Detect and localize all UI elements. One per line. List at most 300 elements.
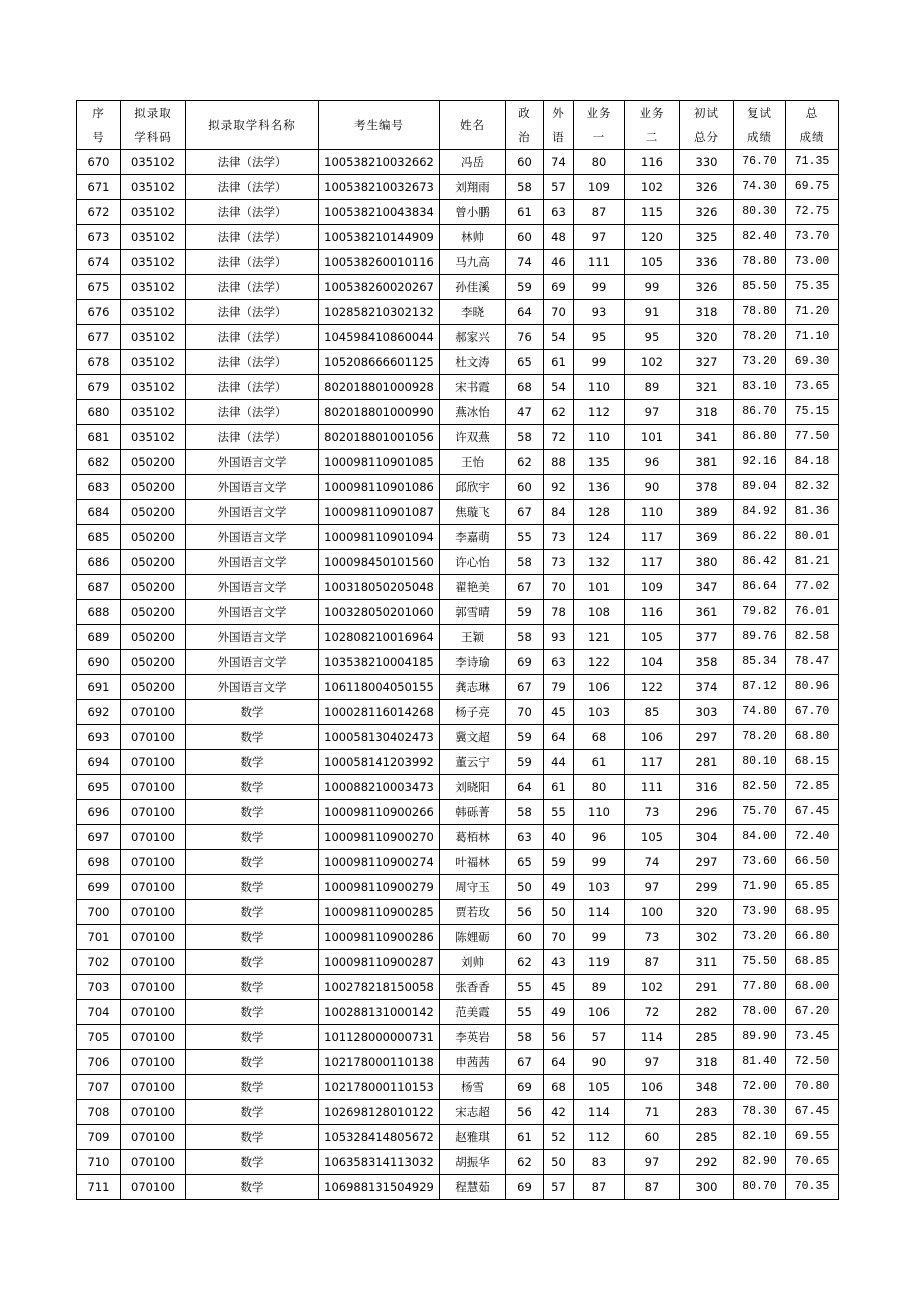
- total-score-cell: 65.85: [786, 875, 839, 900]
- subject-code-cell: 070100: [121, 800, 186, 825]
- col-header-retest-score: [734, 101, 786, 150]
- politics-cell: 47: [506, 400, 544, 425]
- foreign-language-cell: 88: [544, 450, 574, 475]
- subject-name-cell: 外国语言文学: [186, 600, 319, 625]
- table-row: [77, 850, 839, 875]
- name-cell: 胡振华: [440, 1150, 506, 1175]
- subject-name-cell: 法律（法学）: [186, 400, 319, 425]
- exam-id-cell: 102698128010122: [319, 1100, 440, 1125]
- subject-code-cell: 035102: [121, 200, 186, 225]
- total-score-cell: 76.01: [786, 600, 839, 625]
- table-row: [77, 775, 839, 800]
- retest-score-cell: 75.70: [734, 800, 786, 825]
- initial-total-cell: 327: [680, 350, 734, 375]
- initial-total-cell: 318: [680, 300, 734, 325]
- exam-id-cell: 802018801000990: [319, 400, 440, 425]
- retest-score-cell: 83.10: [734, 375, 786, 400]
- total-score-cell: 69.30: [786, 350, 839, 375]
- subject-name-cell: 外国语言文学: [186, 500, 319, 525]
- retest-score-cell: 82.50: [734, 775, 786, 800]
- initial-total-cell: 296: [680, 800, 734, 825]
- subject-name-cell: 数学: [186, 775, 319, 800]
- course-2-cell: 100: [625, 900, 680, 925]
- course-2-cell: 120: [625, 225, 680, 250]
- exam-id-cell: 100098450101560: [319, 550, 440, 575]
- exam-id-cell: 100028116014268: [319, 700, 440, 725]
- politics-cell: 61: [506, 1125, 544, 1150]
- exam-id-cell: 100538210043834: [319, 200, 440, 225]
- total-score-cell: 84.18: [786, 450, 839, 475]
- course-2-cell: 109: [625, 575, 680, 600]
- table-row: [77, 675, 839, 700]
- retest-score-cell: 86.42: [734, 550, 786, 575]
- foreign-language-cell: 50: [544, 1150, 574, 1175]
- politics-cell: 68: [506, 375, 544, 400]
- course-1-cell: 99: [574, 925, 625, 950]
- col-header-seq: [77, 101, 121, 150]
- seq-cell: 681: [77, 425, 121, 450]
- retest-score-cell: 80.30: [734, 200, 786, 225]
- course-2-cell: 105: [625, 250, 680, 275]
- course-2-cell: 102: [625, 975, 680, 1000]
- total-score-cell: 80.01: [786, 525, 839, 550]
- subject-code-cell: 050200: [121, 650, 186, 675]
- course-1-cell: 101: [574, 575, 625, 600]
- politics-cell: 74: [506, 250, 544, 275]
- course-1-cell: 80: [574, 775, 625, 800]
- table-row: [77, 1025, 839, 1050]
- foreign-language-cell: 68: [544, 1075, 574, 1100]
- subject-name-cell: 法律（法学）: [186, 225, 319, 250]
- subject-name-cell: 数学: [186, 725, 319, 750]
- seq-cell: 687: [77, 575, 121, 600]
- initial-total-cell: 282: [680, 1000, 734, 1025]
- table-row: [77, 525, 839, 550]
- exam-id-cell: 100288131000142: [319, 1000, 440, 1025]
- name-cell: 周守玉: [440, 875, 506, 900]
- initial-total-cell: 303: [680, 700, 734, 725]
- foreign-language-cell: 84: [544, 500, 574, 525]
- subject-code-cell: 050200: [121, 475, 186, 500]
- name-cell: 翟艳美: [440, 575, 506, 600]
- retest-score-cell: 86.80: [734, 425, 786, 450]
- initial-total-cell: 311: [680, 950, 734, 975]
- retest-score-cell: 78.00: [734, 1000, 786, 1025]
- politics-cell: 65: [506, 350, 544, 375]
- foreign-language-cell: 45: [544, 700, 574, 725]
- seq-cell: 678: [77, 350, 121, 375]
- politics-cell: 56: [506, 1100, 544, 1125]
- politics-cell: 64: [506, 775, 544, 800]
- course-1-cell: 103: [574, 875, 625, 900]
- course-1-cell: 106: [574, 675, 625, 700]
- name-cell: 李英岩: [440, 1025, 506, 1050]
- retest-score-cell: 86.70: [734, 400, 786, 425]
- subject-code-cell: 070100: [121, 1075, 186, 1100]
- politics-cell: 55: [506, 525, 544, 550]
- subject-name-cell: 外国语言文学: [186, 525, 319, 550]
- col-header-subject-name: [186, 101, 319, 150]
- retest-score-cell: 85.34: [734, 650, 786, 675]
- name-cell: 郝家兴: [440, 325, 506, 350]
- name-cell: 韩砾菁: [440, 800, 506, 825]
- name-cell: 焦璇飞: [440, 500, 506, 525]
- course-2-cell: 99: [625, 275, 680, 300]
- exam-id-cell: 100058141203992: [319, 750, 440, 775]
- subject-name-cell: 数学: [186, 800, 319, 825]
- total-score-cell: 82.58: [786, 625, 839, 650]
- seq-cell: 673: [77, 225, 121, 250]
- table-row: [77, 925, 839, 950]
- politics-cell: 58: [506, 550, 544, 575]
- seq-cell: 700: [77, 900, 121, 925]
- table-row: [77, 625, 839, 650]
- politics-cell: 55: [506, 975, 544, 1000]
- total-score-cell: 68.80: [786, 725, 839, 750]
- exam-id-cell: 100058130402473: [319, 725, 440, 750]
- subject-name-cell: 外国语言文学: [186, 575, 319, 600]
- politics-cell: 69: [506, 1175, 544, 1200]
- course-1-cell: 136: [574, 475, 625, 500]
- politics-cell: 67: [506, 575, 544, 600]
- header-text: 拟录取: [134, 106, 172, 120]
- col-header-politics: [506, 101, 544, 150]
- retest-score-cell: 87.12: [734, 675, 786, 700]
- total-score-cell: 72.75: [786, 200, 839, 225]
- subject-name-cell: 数学: [186, 1175, 319, 1200]
- retest-score-cell: 82.40: [734, 225, 786, 250]
- total-score-cell: 78.47: [786, 650, 839, 675]
- politics-cell: 62: [506, 950, 544, 975]
- course-1-cell: 99: [574, 850, 625, 875]
- subject-name-cell: 数学: [186, 1125, 319, 1150]
- name-cell: 宋志超: [440, 1100, 506, 1125]
- table-row: [77, 950, 839, 975]
- exam-id-cell: 100098110901086: [319, 475, 440, 500]
- col-header-total-score: [786, 101, 839, 150]
- initial-total-cell: 341: [680, 425, 734, 450]
- initial-total-cell: 325: [680, 225, 734, 250]
- name-cell: 许心怡: [440, 550, 506, 575]
- seq-cell: 710: [77, 1150, 121, 1175]
- name-cell: 张香香: [440, 975, 506, 1000]
- course-1-cell: 128: [574, 500, 625, 525]
- subject-name-cell: 法律（法学）: [186, 300, 319, 325]
- course-1-cell: 68: [574, 725, 625, 750]
- subject-code-cell: 035102: [121, 425, 186, 450]
- course-2-cell: 106: [625, 1075, 680, 1100]
- course-2-cell: 116: [625, 150, 680, 175]
- course-2-cell: 73: [625, 925, 680, 950]
- subject-code-cell: 035102: [121, 325, 186, 350]
- table-row: [77, 325, 839, 350]
- initial-total-cell: 300: [680, 1175, 734, 1200]
- course-1-cell: 110: [574, 375, 625, 400]
- initial-total-cell: 320: [680, 900, 734, 925]
- total-score-cell: 69.75: [786, 175, 839, 200]
- course-1-cell: 132: [574, 550, 625, 575]
- politics-cell: 59: [506, 750, 544, 775]
- name-cell: 王怡: [440, 450, 506, 475]
- seq-cell: 690: [77, 650, 121, 675]
- subject-code-cell: 070100: [121, 750, 186, 775]
- exam-id-cell: 102808210016964: [319, 625, 440, 650]
- course-2-cell: 104: [625, 650, 680, 675]
- course-1-cell: 87: [574, 200, 625, 225]
- header-row: [77, 101, 839, 150]
- initial-total-cell: 361: [680, 600, 734, 625]
- table-row: [77, 400, 839, 425]
- table-row: [77, 200, 839, 225]
- retest-score-cell: 79.82: [734, 600, 786, 625]
- initial-total-cell: 318: [680, 400, 734, 425]
- initial-total-cell: 326: [680, 275, 734, 300]
- course-1-cell: 112: [574, 400, 625, 425]
- subject-code-cell: 050200: [121, 675, 186, 700]
- seq-cell: 671: [77, 175, 121, 200]
- seq-cell: 692: [77, 700, 121, 725]
- name-cell: 李嘉萌: [440, 525, 506, 550]
- foreign-language-cell: 73: [544, 525, 574, 550]
- politics-cell: 64: [506, 300, 544, 325]
- name-cell: 赵雅琪: [440, 1125, 506, 1150]
- retest-score-cell: 86.64: [734, 575, 786, 600]
- name-cell: 董云宁: [440, 750, 506, 775]
- politics-cell: 59: [506, 725, 544, 750]
- subject-code-cell: 070100: [121, 1175, 186, 1200]
- seq-cell: 696: [77, 800, 121, 825]
- header-text: 成绩: [799, 130, 825, 144]
- foreign-language-cell: 59: [544, 850, 574, 875]
- subject-code-cell: 070100: [121, 1100, 186, 1125]
- foreign-language-cell: 64: [544, 725, 574, 750]
- course-1-cell: 87: [574, 1175, 625, 1200]
- retest-score-cell: 76.70: [734, 150, 786, 175]
- seq-cell: 711: [77, 1175, 121, 1200]
- politics-cell: 69: [506, 1075, 544, 1100]
- course-2-cell: 90: [625, 475, 680, 500]
- retest-score-cell: 86.22: [734, 525, 786, 550]
- subject-name-cell: 数学: [186, 850, 319, 875]
- subject-code-cell: 070100: [121, 1000, 186, 1025]
- foreign-language-cell: 62: [544, 400, 574, 425]
- retest-score-cell: 80.10: [734, 750, 786, 775]
- politics-cell: 69: [506, 650, 544, 675]
- retest-score-cell: 81.40: [734, 1050, 786, 1075]
- subject-name-cell: 法律（法学）: [186, 250, 319, 275]
- total-score-cell: 68.85: [786, 950, 839, 975]
- subject-name-cell: 外国语言文学: [186, 475, 319, 500]
- name-cell: 杨子亮: [440, 700, 506, 725]
- course-2-cell: 116: [625, 600, 680, 625]
- politics-cell: 56: [506, 900, 544, 925]
- total-score-cell: 77.50: [786, 425, 839, 450]
- total-score-cell: 72.40: [786, 825, 839, 850]
- name-cell: 叶福林: [440, 850, 506, 875]
- retest-score-cell: 80.70: [734, 1175, 786, 1200]
- politics-cell: 65: [506, 850, 544, 875]
- header-text: 语: [552, 130, 565, 144]
- foreign-language-cell: 93: [544, 625, 574, 650]
- politics-cell: 59: [506, 600, 544, 625]
- seq-cell: 705: [77, 1025, 121, 1050]
- seq-cell: 679: [77, 375, 121, 400]
- subject-code-cell: 070100: [121, 925, 186, 950]
- seq-cell: 707: [77, 1075, 121, 1100]
- subject-code-cell: 070100: [121, 1050, 186, 1075]
- subject-code-cell: 035102: [121, 250, 186, 275]
- course-2-cell: 97: [625, 1150, 680, 1175]
- seq-cell: 706: [77, 1050, 121, 1075]
- foreign-language-cell: 54: [544, 325, 574, 350]
- foreign-language-cell: 46: [544, 250, 574, 275]
- name-cell: 贾若玫: [440, 900, 506, 925]
- seq-cell: 674: [77, 250, 121, 275]
- foreign-language-cell: 57: [544, 1175, 574, 1200]
- table-row: [77, 1075, 839, 1100]
- name-cell: 程慧茹: [440, 1175, 506, 1200]
- exam-id-cell: 100098110900286: [319, 925, 440, 950]
- exam-id-cell: 105208666601125: [319, 350, 440, 375]
- exam-id-cell: 802018801000928: [319, 375, 440, 400]
- politics-cell: 58: [506, 175, 544, 200]
- exam-id-cell: 100098110901094: [319, 525, 440, 550]
- retest-score-cell: 75.50: [734, 950, 786, 975]
- retest-score-cell: 85.50: [734, 275, 786, 300]
- total-score-cell: 81.36: [786, 500, 839, 525]
- exam-id-cell: 102178000110153: [319, 1075, 440, 1100]
- total-score-cell: 69.55: [786, 1125, 839, 1150]
- total-score-cell: 72.50: [786, 1050, 839, 1075]
- table-row: [77, 300, 839, 325]
- politics-cell: 67: [506, 675, 544, 700]
- header-text: 复试: [747, 106, 772, 120]
- course-2-cell: 85: [625, 700, 680, 725]
- subject-code-cell: 070100: [121, 900, 186, 925]
- course-1-cell: 106: [574, 1000, 625, 1025]
- name-cell: 范美霞: [440, 1000, 506, 1025]
- initial-total-cell: 326: [680, 175, 734, 200]
- course-1-cell: 90: [574, 1050, 625, 1075]
- col-header-course-1: [574, 101, 625, 150]
- name-cell: 曾小鹏: [440, 200, 506, 225]
- exam-id-cell: 802018801001056: [319, 425, 440, 450]
- foreign-language-cell: 55: [544, 800, 574, 825]
- admission-score-table: [76, 100, 839, 1200]
- subject-code-cell: 070100: [121, 850, 186, 875]
- course-1-cell: 114: [574, 1100, 625, 1125]
- exam-id-cell: 100098110900270: [319, 825, 440, 850]
- name-cell: 郭雪晴: [440, 600, 506, 625]
- course-1-cell: 83: [574, 1150, 625, 1175]
- retest-score-cell: 84.00: [734, 825, 786, 850]
- foreign-language-cell: 74: [544, 150, 574, 175]
- course-1-cell: 89: [574, 975, 625, 1000]
- total-score-cell: 81.21: [786, 550, 839, 575]
- course-2-cell: 102: [625, 350, 680, 375]
- name-cell: 马九高: [440, 250, 506, 275]
- total-score-cell: 72.85: [786, 775, 839, 800]
- course-2-cell: 110: [625, 500, 680, 525]
- name-cell: 李诗瑜: [440, 650, 506, 675]
- course-2-cell: 71: [625, 1100, 680, 1125]
- foreign-language-cell: 92: [544, 475, 574, 500]
- foreign-language-cell: 52: [544, 1125, 574, 1150]
- subject-code-cell: 070100: [121, 1025, 186, 1050]
- course-2-cell: 102: [625, 175, 680, 200]
- subject-name-cell: 法律（法学）: [186, 275, 319, 300]
- table-row: [77, 425, 839, 450]
- name-cell: 冀文超: [440, 725, 506, 750]
- retest-score-cell: 71.90: [734, 875, 786, 900]
- initial-total-cell: 377: [680, 625, 734, 650]
- course-2-cell: 97: [625, 1050, 680, 1075]
- name-cell: 林帅: [440, 225, 506, 250]
- initial-total-cell: 285: [680, 1025, 734, 1050]
- col-header-exam-id: [319, 101, 440, 150]
- retest-score-cell: 78.20: [734, 725, 786, 750]
- seq-cell: 689: [77, 625, 121, 650]
- name-cell: 龚志琳: [440, 675, 506, 700]
- table-body: [77, 150, 839, 1200]
- initial-total-cell: 285: [680, 1125, 734, 1150]
- seq-cell: 704: [77, 1000, 121, 1025]
- subject-code-cell: 070100: [121, 825, 186, 850]
- exam-id-cell: 102178000110138: [319, 1050, 440, 1075]
- subject-name-cell: 数学: [186, 1050, 319, 1075]
- subject-code-cell: 050200: [121, 450, 186, 475]
- course-1-cell: 57: [574, 1025, 625, 1050]
- politics-cell: 58: [506, 625, 544, 650]
- course-1-cell: 109: [574, 175, 625, 200]
- initial-total-cell: 316: [680, 775, 734, 800]
- table-row: [77, 875, 839, 900]
- politics-cell: 62: [506, 1150, 544, 1175]
- course-1-cell: 119: [574, 950, 625, 975]
- header-text: 姓名: [460, 118, 485, 132]
- exam-id-cell: 106358314113032: [319, 1150, 440, 1175]
- subject-code-cell: 070100: [121, 950, 186, 975]
- retest-score-cell: 78.80: [734, 300, 786, 325]
- exam-id-cell: 100098110900279: [319, 875, 440, 900]
- header-text: 初试: [694, 106, 719, 120]
- table-row: [77, 1125, 839, 1150]
- table-row: [77, 1100, 839, 1125]
- header-text: 总: [805, 106, 819, 120]
- exam-id-cell: 105328414805672: [319, 1125, 440, 1150]
- retest-score-cell: 84.92: [734, 500, 786, 525]
- retest-score-cell: 89.76: [734, 625, 786, 650]
- foreign-language-cell: 61: [544, 350, 574, 375]
- header-text: 治: [518, 130, 531, 144]
- table-header: [77, 101, 839, 150]
- total-score-cell: 77.02: [786, 575, 839, 600]
- course-2-cell: 60: [625, 1125, 680, 1150]
- subject-code-cell: 035102: [121, 225, 186, 250]
- foreign-language-cell: 49: [544, 1000, 574, 1025]
- table-row: [77, 175, 839, 200]
- col-header-initial-total: [680, 101, 734, 150]
- header-text: 序: [92, 106, 105, 120]
- subject-name-cell: 数学: [186, 825, 319, 850]
- subject-code-cell: 035102: [121, 400, 186, 425]
- table-row: [77, 700, 839, 725]
- initial-total-cell: 347: [680, 575, 734, 600]
- seq-cell: 695: [77, 775, 121, 800]
- foreign-language-cell: 44: [544, 750, 574, 775]
- initial-total-cell: 381: [680, 450, 734, 475]
- foreign-language-cell: 54: [544, 375, 574, 400]
